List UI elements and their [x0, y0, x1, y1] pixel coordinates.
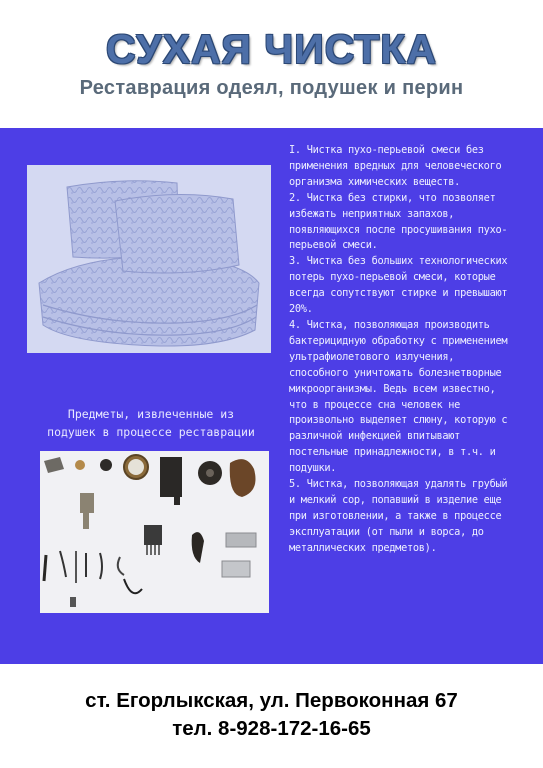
benefit-item-4: 4. Чистка, позволяющая производить бактерицидную обработку с применением ультрафиолетового излучения, способного уничтожать болезнетворные микроорганизмы. Ведь всем известно, что в процессе сна человек не произвольно выделяет слюну, которую с различной инфекцией впитывают постельные принадлежности, в т.ч. и подушки.: [289, 318, 508, 475]
caption-line-1: Предметы, извлеченные из: [67, 407, 235, 421]
extracted-items-photo: [40, 451, 269, 613]
pillows-blanket-illustration: [27, 165, 271, 353]
benefit-item-3: 3. Чистка без больших технологических потерь пухо-перьевой смеси, которые всегда сопутствуют стирке и превышают 20%.: [289, 255, 508, 316]
benefits-list: [289, 143, 511, 557]
bedding-photo: [27, 165, 271, 353]
phone-text: тел. 8-928-172-16-65: [172, 717, 371, 740]
page-title: СУХАЯ ЧИСТКА: [106, 26, 437, 72]
page-subtitle: Реставрация одеял, подушек и перин: [79, 77, 464, 99]
items-photo-caption: [20, 405, 282, 441]
extracted-items-illustration: [40, 451, 269, 613]
benefit-item-2: 2. Чистка без стирки, что позволяет избежать неприятных запахов, появляющихся после просушивания пухо-перьевой смеси.: [289, 191, 508, 252]
benefit-item-5: 5. Чистка, позволяющая удалять грубый и мелкий сор, попавший в изделие еще при изготовлении, а также в процессе эксплуатации (от пыли и ворса, до металлических предметов).: [289, 478, 508, 554]
caption-line-2: подушек в процессе реставрации: [47, 425, 255, 439]
benefit-item-1: I. Чистка пухо-перьевой смеси без применения вредных для человеческого организма химических веществ.: [289, 144, 502, 188]
address-text: ст. Егорлыкская, ул. Первоконная 67: [85, 689, 458, 712]
